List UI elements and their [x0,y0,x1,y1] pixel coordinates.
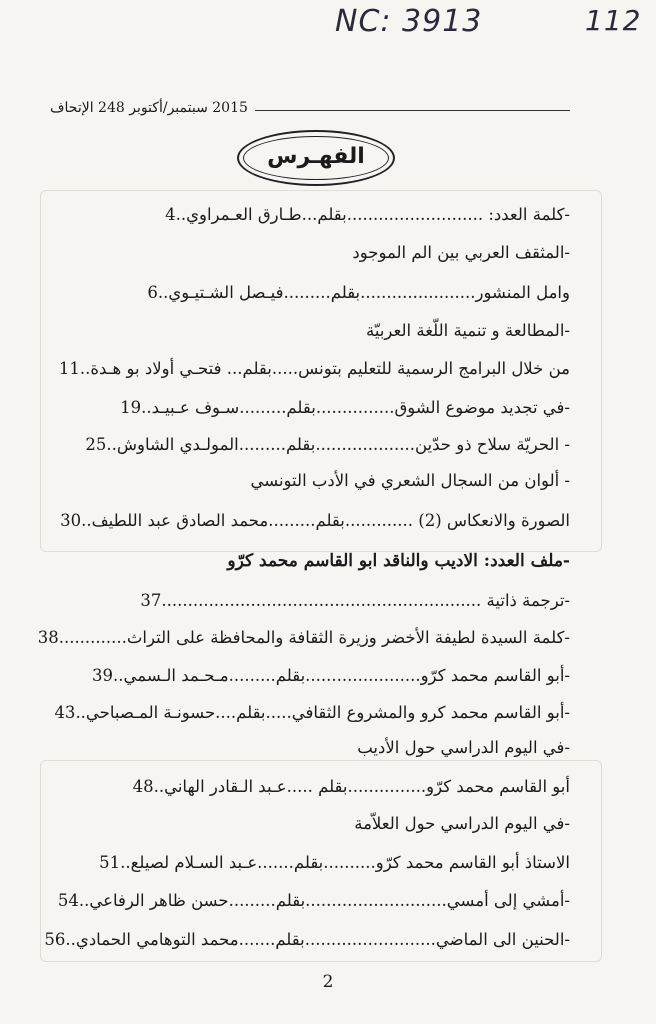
toc-entry: -المطالعة و تنمية اللّغة العربيّة [366,321,570,340]
toc-entry: -كلمة السيدة لطيفة الأخضر وزيرة الثقافة والمحافظة على التراث.............38 [37,628,570,647]
toc-entry: -ترجمة ذاتية .............................................................37 [140,591,570,610]
toc-entry: -في اليوم الدراسي حول الأديب [357,738,570,757]
toc-entry: -الحنين الى الماضي.........................بقلم.......محمد التوهامي الحمادي..56 [44,930,570,949]
handwritten-page-number: 112 [585,4,642,37]
toc-entry: -في اليوم الدراسي حول العلاّمة [354,814,570,833]
title-frame [237,130,395,186]
toc-entry: -كلمة العدد: ..........................بقلم...طـارق العـمراوي..4 [165,205,570,224]
toc-entry: الاستاذ أبو القاسم محمد كرّو..........بقلم.......عـبد السـلام لصيلع..51 [99,853,570,872]
toc-entry: -أبو القاسم محمد كرو والمشروع الثقافي.....بقلم....حسونـة المـصباحي..43 [54,703,570,722]
toc-entry: وامل المنشور......................بقلم.........فيـصل الشـتيـوي..6 [147,283,570,302]
header-text: 2015 سبتمبر/أكتوبر 248 الإتحاف [50,100,248,116]
toc-entry: -في تجديد موضوع الشوق...............بقلم.........سـوف عـبيـد..19 [120,398,570,417]
page-title: الفهـرس [267,144,365,169]
toc-entry: من خلال البرامج الرسمية للتعليم بتونس.....بقلم... فتحـي أولاد بو هـدة..11 [58,359,570,378]
header-rule [255,110,570,111]
toc-entry: أبو القاسم محمد كرّو...............بقلم .....عـبد الـقادر الهاني..48 [132,777,570,796]
toc-entry: -أبو القاسم محمد كرّو......................بقلم.........مـحـمد الـسمي..39 [92,666,570,685]
toc-entry: - ألوان من السجال الشعري في الأدب التونسي [250,471,570,490]
toc-section-heading: -ملف العدد: الاديب والناقد ابو القاسم محمد كرّو [227,551,570,571]
running-header [50,100,570,120]
handwritten-reference: NC: 3913 [335,4,483,39]
page-number: 2 [322,972,334,992]
toc-entry: -أمشي إلى أمسي...........................بقلم.........حسن ظاهر الرفاعي..54 [57,891,570,910]
toc-entry: - الحريّة سلاح ذو حدّين...................بقلم.........المولـدي الشاوش..25 [85,435,570,454]
toc-entry: الصورة والانعكاس (2) .............بقلم.........محمد الصادق عبد اللطيف..30 [60,511,570,530]
toc-entry: -المثقف العربي بين الم الموجود [352,243,570,262]
